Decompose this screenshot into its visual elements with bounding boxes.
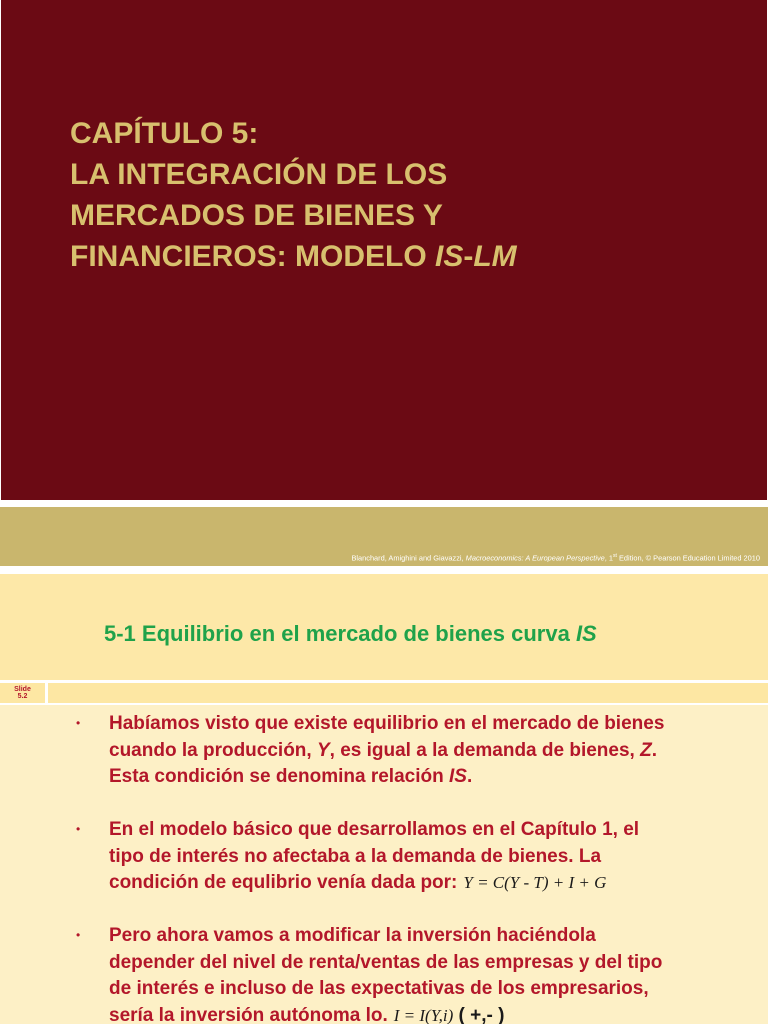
section-title-text: 5-1 Equilibrio en el mercado de bienes curva (104, 621, 576, 646)
bullet-text (109, 817, 737, 897)
bullet-line-part: cuando la producción, (109, 739, 317, 761)
divider-line-lower (0, 703, 768, 705)
investment-equation: I = I(Y,i) (393, 1005, 454, 1024)
bullet-line: Pero ahora vamos a modificar la inversión haciéndola (109, 925, 596, 946)
bullet-line: En el modelo básico que desarrollamos en el Capítulo 1, el (109, 819, 640, 840)
slide-number-box (0, 683, 45, 703)
lm-label: LM (473, 240, 517, 273)
bullet-dot-icon: • (76, 716, 81, 730)
chapter-title-line-3: MERCADOS DE BIENES Y (70, 199, 443, 232)
chapter-title-line-4-prefix: FINANCIEROS: MODELO (70, 240, 435, 273)
bullet-dot-icon: • (76, 928, 81, 942)
slide-number: 5.2 (17, 693, 28, 700)
is-lm-dash: - (463, 240, 474, 273)
bullet-line (109, 1003, 737, 1024)
credit-authors: Blanchard, Amighini and Giavazzi, (351, 553, 466, 563)
bullet-line: tipo de interés no afectaba a la demanda de bienes. La (109, 845, 602, 867)
bullet-line (109, 764, 737, 791)
is-relation-label: IS (448, 766, 467, 787)
bullet-line: de interés e incluso de las expectativas de los empresarios, (109, 978, 649, 999)
chapter-title (70, 113, 710, 277)
credit-edition-superscript: st (613, 553, 617, 559)
bullet-line (109, 870, 737, 897)
is-label: IS (435, 240, 464, 273)
bullet-line: depender del nivel de renta/ventas de las empresas y del tipo (109, 951, 663, 973)
bullet-line: Habíamos visto que existe equilibrio en el mercado de bienes (109, 713, 665, 734)
investment-signs: ( +,- ) (458, 1004, 505, 1024)
section-title (104, 621, 597, 647)
content-slide (0, 574, 768, 1024)
credit-book-title: Macroeconomics: A European Perspective (465, 553, 605, 563)
section-title-is: IS (575, 621, 597, 646)
bullet-dot-icon: • (76, 822, 81, 836)
credit-edition-number: , 1 (604, 553, 614, 563)
bullet-line-part: . (466, 766, 473, 787)
variable-y: Y (316, 739, 330, 761)
chapter-title-line-1: CAPÍTULO 5: (70, 117, 259, 150)
chapter-title-line-4 (70, 236, 710, 277)
footer-band (0, 507, 768, 566)
title-slide-main-area (1, 0, 767, 500)
bullet-text (109, 923, 737, 1024)
content-slide-header (0, 574, 768, 682)
bullet-text (109, 711, 737, 791)
bullet-line-part: Esta condición se denomina relación (109, 766, 449, 787)
bullet-line-part: . (651, 739, 657, 761)
header-bar (48, 683, 768, 703)
variable-z: Z (640, 739, 652, 761)
equilibrium-equation: Y = C(Y - T) + I + G (463, 873, 607, 892)
bullet-line-part: , es igual a la demanda de bienes, (329, 739, 641, 761)
bullet-line-part: sería la inversión autónoma lo. (109, 1004, 388, 1024)
credit-rest: Edition, © Pearson Education Limited 2010 (616, 553, 760, 563)
bullet-line-part: condición de equlibrio venía dada por: (109, 872, 458, 893)
chapter-title-line-2: LA INTEGRACIÓN DE LOS (70, 158, 448, 191)
bullet-line (109, 738, 737, 765)
copyright-credit (351, 553, 760, 562)
slide-label: Slide (14, 686, 31, 693)
